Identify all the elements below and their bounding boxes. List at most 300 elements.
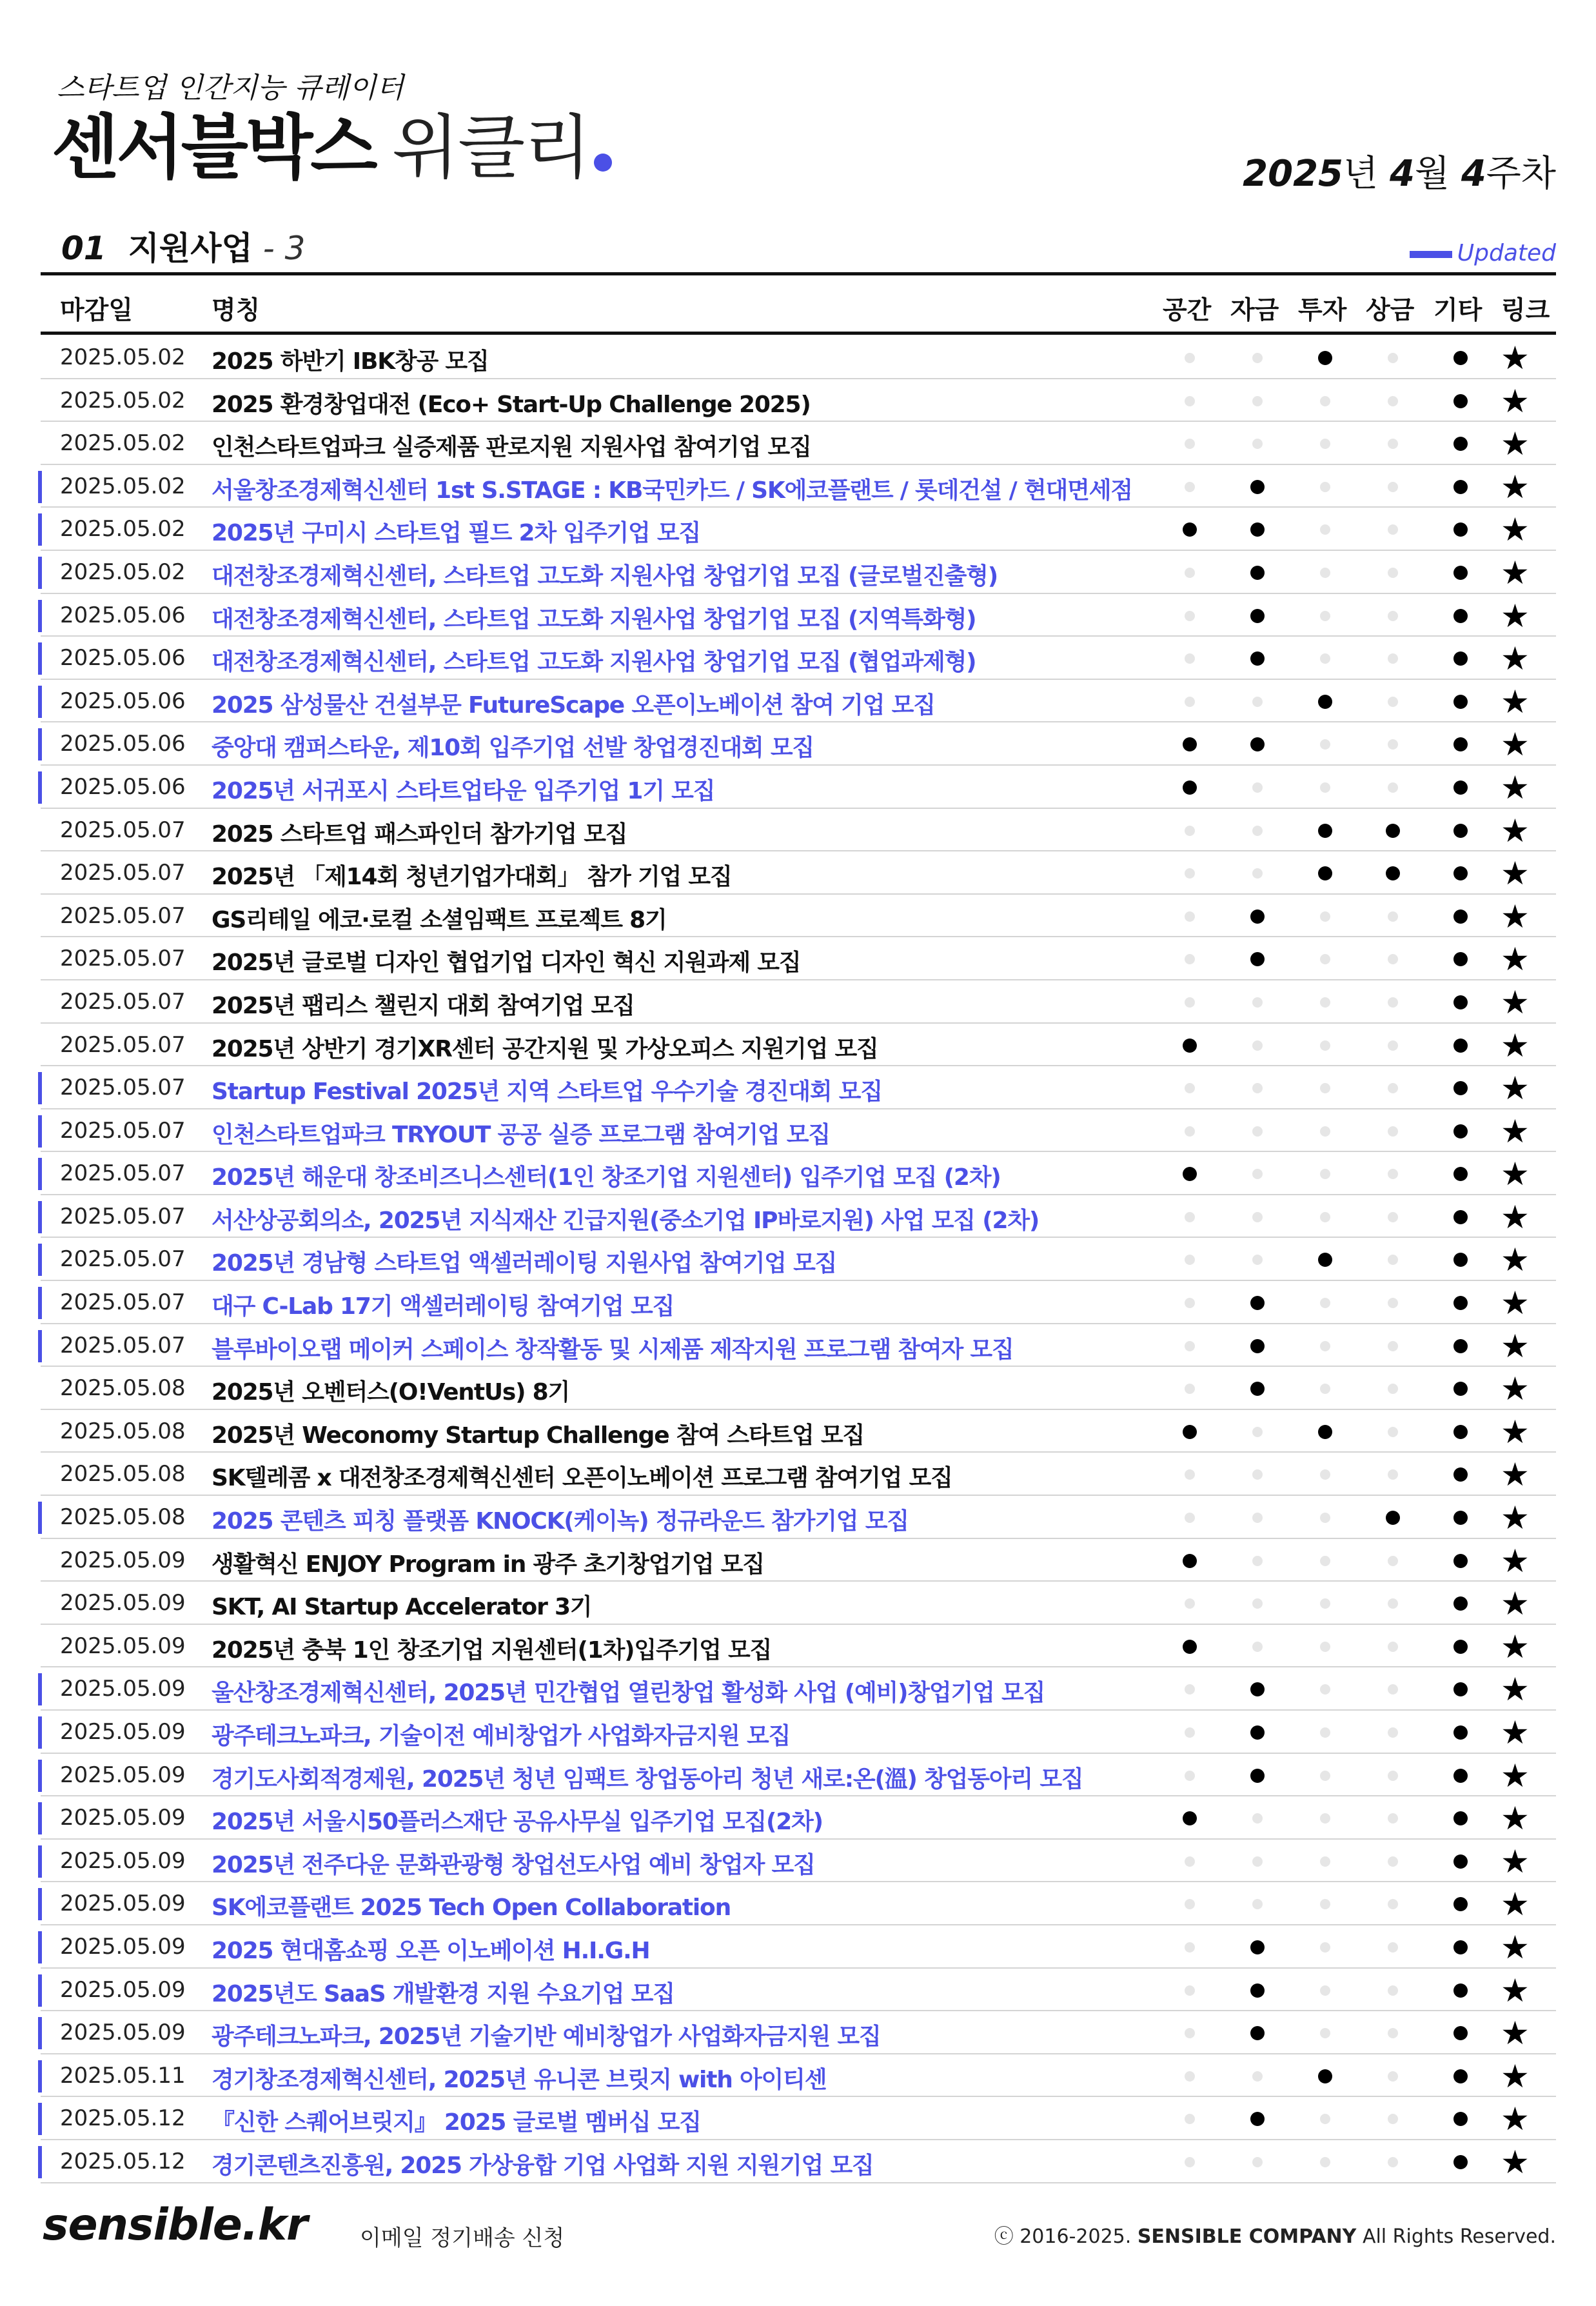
mark-invest-inactive: [1320, 1083, 1330, 1093]
row-title: 경기콘텐츠진흥원, 2025 가상융합 기업 사업화 지원 지원기업 모집: [212, 2152, 874, 2179]
row-deadline: 2025.05.07: [60, 1117, 186, 1144]
table-row: [41, 336, 1556, 379]
mark-space-inactive: [1185, 954, 1195, 964]
mark-etc-active: [1453, 909, 1468, 924]
table-row: [41, 1152, 1556, 1195]
mark-invest-active: [1318, 1253, 1332, 1267]
row-deadline: 2025.05.02: [60, 344, 186, 370]
row-deadline: 2025.05.02: [60, 430, 186, 457]
row-deadline: 2025.05.07: [60, 817, 186, 843]
mark-invest-inactive: [1320, 1513, 1330, 1523]
mark-etc-active: [1453, 2155, 1468, 2169]
mark-award-inactive: [1388, 1083, 1398, 1093]
mark-etc-active: [1453, 1039, 1468, 1053]
row-title: 2025년 전주다운 문화관광형 창업선도사업 예비 창업자 모집: [212, 1851, 815, 1878]
mark-etc-active: [1453, 1769, 1468, 1783]
link-star-icon[interactable]: ★: [1501, 855, 1530, 893]
row-title: SKT, AI Startup Accelerator 3기: [212, 1594, 592, 1621]
mark-etc-active: [1453, 1253, 1468, 1267]
row-title: SK텔레콤 x 대전창조경제혁신센터 오픈이노베이션 프로그램 참여기업 모집: [212, 1465, 952, 1492]
mark-space-inactive: [1185, 997, 1195, 1008]
link-star-icon[interactable]: ★: [1501, 682, 1530, 721]
mark-space-inactive: [1185, 1083, 1195, 1093]
link-star-icon[interactable]: ★: [1501, 1069, 1530, 1108]
mark-invest-inactive: [1320, 653, 1330, 664]
row-title: 2025년 오벤터스(O!VentUs) 8기: [212, 1379, 570, 1406]
mark-fund-inactive: [1252, 1083, 1263, 1093]
row-title: 2025년도 SaaS 개발환경 지원 수요기업 모집: [212, 1980, 675, 2007]
mark-invest-inactive: [1320, 739, 1330, 750]
row-title: 광주테크노파크, 2025년 기술기반 예비창업가 사업화자금지원 모집: [212, 2023, 881, 2051]
mark-etc-active: [1453, 1382, 1468, 1396]
mark-etc-active: [1453, 651, 1468, 666]
row-deadline: 2025.05.07: [60, 1332, 186, 1358]
link-star-icon[interactable]: ★: [1501, 1714, 1530, 1751]
link-star-icon[interactable]: ★: [1501, 1327, 1530, 1365]
table-row: [41, 851, 1556, 895]
table-row: [41, 465, 1556, 508]
mark-award-inactive: [1388, 1298, 1398, 1308]
mark-invest-inactive: [1320, 1469, 1330, 1480]
title-weekly: 위클리: [391, 108, 590, 188]
mark-invest-inactive: [1320, 611, 1330, 621]
mark-invest-inactive: [1320, 1899, 1330, 1909]
mark-space-active: [1183, 737, 1197, 751]
table-header-rule: [41, 332, 1556, 335]
mark-etc-active: [1453, 394, 1468, 408]
mark-award-inactive: [1388, 611, 1398, 621]
link-star-icon[interactable]: ★: [1501, 1456, 1530, 1494]
mark-etc-active: [1453, 1124, 1468, 1138]
mark-etc-active: [1453, 1554, 1468, 1568]
col-link: 링크: [1501, 296, 1550, 325]
mark-etc-active: [1453, 1467, 1468, 1482]
row-title: 2025년 구미시 스타트업 필드 2차 입주기업 모집: [212, 520, 701, 547]
mark-etc-active: [1453, 1167, 1468, 1181]
mark-fund-inactive: [1252, 1513, 1263, 1523]
row-deadline: 2025.05.09: [60, 1719, 186, 1745]
col-award: 상금: [1366, 296, 1415, 325]
mark-fund-inactive: [1252, 697, 1263, 707]
mark-space-inactive: [1185, 1985, 1195, 1996]
link-star-icon[interactable]: ★: [1501, 1928, 1530, 1966]
mark-etc-active: [1453, 1210, 1468, 1224]
link-star-icon[interactable]: ★: [1501, 1112, 1530, 1150]
row-deadline: 2025.05.09: [60, 1891, 186, 1917]
mark-invest-active: [1318, 824, 1332, 838]
mark-etc-active: [1453, 1640, 1468, 1654]
mark-award-inactive: [1388, 1384, 1398, 1394]
mark-etc-active: [1453, 1296, 1468, 1310]
mark-invest-inactive: [1320, 1813, 1330, 1824]
mark-etc-active: [1453, 1854, 1468, 1869]
mark-invest-inactive: [1320, 1384, 1330, 1394]
row-deadline: 2025.05.02: [60, 387, 186, 413]
mark-space-inactive: [1185, 2114, 1195, 2124]
mark-space-inactive: [1185, 1384, 1195, 1394]
link-star-icon[interactable]: ★: [1501, 1155, 1530, 1193]
col-etc: 기타: [1433, 296, 1483, 325]
table-row: [41, 1066, 1556, 1109]
mark-fund-inactive: [1252, 1212, 1263, 1222]
mark-space-inactive: [1185, 697, 1195, 707]
mark-space-inactive: [1185, 1126, 1195, 1137]
row-deadline: 2025.05.07: [60, 946, 186, 972]
link-star-icon[interactable]: ★: [1501, 1499, 1530, 1537]
table-row: [41, 1238, 1556, 1281]
mark-space-inactive: [1185, 353, 1195, 363]
row-title: 2025년 「제14회 청년기업가대회」 참가 기업 모집: [212, 864, 732, 891]
table-row: [41, 1195, 1556, 1238]
table-row: [41, 2011, 1556, 2054]
mark-fund-inactive: [1252, 1899, 1263, 1909]
mark-space-active: [1183, 1167, 1197, 1181]
mark-fund-active: [1250, 1296, 1265, 1310]
link-star-icon[interactable]: ★: [1501, 382, 1530, 420]
row-title: 『신한 스퀘어브릿지』 2025 글로벌 멤버십 모집: [212, 2109, 701, 2136]
row-deadline: 2025.05.02: [60, 516, 186, 542]
row-title: 광주테크노파크, 기술이전 예비창업가 사업화자금지원 모집: [212, 1723, 791, 1749]
link-star-icon[interactable]: ★: [1501, 339, 1530, 377]
row-deadline: 2025.05.08: [60, 1504, 186, 1531]
mark-award-inactive: [1388, 1126, 1398, 1137]
date-month: 4: [1389, 153, 1415, 195]
mark-fund-inactive: [1252, 1255, 1263, 1265]
row-deadline: 2025.05.09: [60, 1590, 186, 1616]
row-deadline: 2025.05.06: [60, 602, 186, 628]
mark-space-inactive: [1185, 1255, 1195, 1265]
mark-award-inactive: [1388, 2114, 1398, 2124]
mark-etc-active: [1453, 824, 1468, 838]
date-week: 4: [1461, 153, 1486, 195]
mark-invest-inactive: [1320, 1040, 1330, 1051]
mark-award-inactive: [1388, 1813, 1398, 1824]
mark-award-inactive: [1388, 568, 1398, 578]
mark-etc-active: [1453, 522, 1468, 537]
row-title: 블루바이오랩 메이커 스페이스 창작활동 및 시제품 제작지원 프로그램 참여자 모집: [212, 1336, 1014, 1363]
row-title: 대전창조경제혁신센터, 스타트업 고도화 지원사업 창업기업 모집 (지역특화형): [212, 606, 976, 633]
mark-fund-active: [1250, 480, 1265, 494]
link-star-icon[interactable]: ★: [1501, 1542, 1530, 1580]
link-star-icon[interactable]: ★: [1501, 1370, 1530, 1408]
mark-space-inactive: [1185, 1341, 1195, 1351]
table-header: [41, 276, 1556, 333]
mark-space-active: [1183, 1640, 1197, 1654]
mark-invest-inactive: [1320, 1856, 1330, 1867]
table-row: [41, 1754, 1556, 1797]
mark-etc-active: [1453, 1511, 1468, 1525]
link-star-icon[interactable]: ★: [1501, 1284, 1530, 1322]
mark-award-inactive: [1388, 782, 1398, 793]
mark-invest-inactive: [1320, 1212, 1330, 1222]
row-deadline: 2025.05.07: [60, 902, 186, 929]
link-star-icon[interactable]: ★: [1501, 1842, 1530, 1880]
row-title: 2025년 Weconomy Startup Challenge 참여 스타트업 모집: [212, 1422, 865, 1449]
link-star-icon[interactable]: ★: [1501, 1198, 1530, 1236]
mark-invest-inactive: [1320, 524, 1330, 535]
row-title: 서산상공회의소, 2025년 지식재산 긴급지원(중소기업 IP바로지원) 사업 모집 (2차): [212, 1207, 1039, 1234]
row-title: GS리테일 에코·로컬 소셜임팩트 프로젝트 8기: [212, 906, 667, 933]
row-deadline: 2025.05.07: [60, 988, 186, 1015]
table-row: [41, 1925, 1556, 1969]
row-title: 2025년 서귀포시 스타트업타운 입주기업 1기 모집: [212, 777, 715, 804]
mark-space-inactive: [1185, 439, 1195, 449]
link-star-icon[interactable]: ★: [1501, 468, 1530, 506]
table-row: [41, 1453, 1556, 1496]
link-star-icon[interactable]: ★: [1501, 768, 1530, 806]
mark-award-inactive: [1388, 1040, 1398, 1051]
link-star-icon[interactable]: ★: [1501, 1756, 1530, 1794]
row-title: 울산창조경제혁신센터, 2025년 민간협업 열린창업 활성화 사업 (예비)창업기업 모집: [212, 1680, 1045, 1707]
mark-invest-inactive: [1320, 911, 1330, 922]
row-title: 2025 콘텐츠 피칭 플랫폼 KNOCK(케이녹) 정규라운드 참가기업 모집: [212, 1508, 909, 1535]
updated-legend: Updated: [1410, 240, 1556, 266]
mark-award-inactive: [1388, 997, 1398, 1008]
mark-space-inactive: [1185, 826, 1195, 836]
row-title: 2025년 충북 1인 창조기업 지원센터(1차)입주기업 모집: [212, 1636, 772, 1664]
mark-space-active: [1183, 1811, 1197, 1825]
row-deadline: 2025.05.02: [60, 559, 186, 585]
table-row: [41, 1840, 1556, 1883]
mark-fund-active: [1250, 1382, 1265, 1396]
link-star-icon[interactable]: ★: [1501, 640, 1530, 678]
section-name: 지원사업: [128, 230, 253, 267]
mark-fund-active: [1250, 909, 1265, 924]
link-star-icon[interactable]: ★: [1501, 1585, 1530, 1623]
table-row: [41, 895, 1556, 938]
mark-invest-inactive: [1320, 482, 1330, 492]
mark-space-inactive: [1185, 611, 1195, 621]
table-row: [41, 980, 1556, 1024]
link-star-icon[interactable]: ★: [1501, 553, 1530, 591]
subscribe-link[interactable]: 이메일 정기배송 신청: [360, 2225, 565, 2251]
col-invest: 투자: [1298, 296, 1347, 325]
mark-space-active: [1183, 780, 1197, 795]
row-deadline: 2025.05.07: [60, 1031, 186, 1058]
table-row: [41, 1796, 1556, 1840]
mark-invest-inactive: [1320, 997, 1330, 1008]
mark-fund-inactive: [1252, 353, 1263, 363]
row-deadline: 2025.05.02: [60, 473, 186, 499]
mark-etc-active: [1453, 1596, 1468, 1611]
row-title: 2025년 글로벌 디자인 협업기업 디자인 혁신 지원과제 모집: [212, 949, 801, 977]
link-star-icon[interactable]: ★: [1501, 1627, 1530, 1665]
mark-space-inactive: [1185, 911, 1195, 922]
mark-invest-inactive: [1320, 2028, 1330, 2038]
link-star-icon[interactable]: ★: [1501, 1241, 1530, 1279]
row-title: 2025 현대홈쇼핑 오픈 이노베이션 H.I.G.H: [212, 1937, 650, 1964]
row-title: 2025 스타트업 패스파인더 참가기업 모집: [212, 820, 627, 848]
table-row: [41, 508, 1556, 551]
mark-invest-inactive: [1320, 954, 1330, 964]
link-star-icon[interactable]: ★: [1501, 2143, 1530, 2181]
mark-fund-inactive: [1252, 1427, 1263, 1437]
mark-etc-active: [1453, 566, 1468, 580]
copyright: ⓒ 2016-2025. SENSIBLE COMPANY All Rights Reserved.: [994, 2225, 1556, 2248]
table-top-rule: [41, 272, 1556, 275]
link-star-icon[interactable]: ★: [1501, 811, 1530, 850]
mark-award-inactive: [1388, 1642, 1398, 1652]
row-title: 인천스타트업파크 TRYOUT 공공 실증 프로그램 참여기업 모집: [212, 1121, 830, 1148]
mark-space-inactive: [1185, 2071, 1195, 2082]
title-dot-icon: [594, 154, 612, 172]
row-deadline: 2025.05.06: [60, 645, 186, 671]
link-star-icon[interactable]: ★: [1501, 597, 1530, 635]
mark-etc-active: [1453, 1940, 1468, 1954]
table-row: [41, 379, 1556, 422]
mark-fund-inactive: [1252, 439, 1263, 449]
row-title: 대전창조경제혁신센터, 스타트업 고도화 지원사업 창업기업 모집 (협업과제형): [212, 649, 976, 676]
row-deadline: 2025.05.09: [60, 1805, 186, 1831]
mark-space-inactive: [1185, 2157, 1195, 2167]
mark-fund-inactive: [1252, 1469, 1263, 1480]
issue-date: 2025년 4월 4주차: [1243, 153, 1556, 195]
footer-logo[interactable]: sensible.kr: [43, 2200, 308, 2251]
table-row: [41, 1539, 1556, 1582]
mark-etc-active: [1453, 866, 1468, 880]
row-deadline: 2025.05.07: [60, 860, 186, 886]
link-star-icon[interactable]: ★: [1501, 425, 1530, 463]
mark-fund-inactive: [1252, 1856, 1263, 1867]
row-title: 2025년 팹리스 챌린지 대회 참여기업 모집: [212, 992, 635, 1019]
table-row: [41, 809, 1556, 852]
mark-invest-inactive: [1320, 1126, 1330, 1137]
row-title: 대전창조경제혁신센터, 스타트업 고도화 지원사업 창업기업 모집 (글로벌진출형): [212, 562, 998, 590]
row-deadline: 2025.05.09: [60, 1547, 186, 1573]
link-star-icon[interactable]: ★: [1501, 1413, 1530, 1451]
mark-fund-inactive: [1252, 2071, 1263, 2082]
mark-etc-active: [1453, 1682, 1468, 1696]
row-deadline: 2025.05.07: [60, 1246, 186, 1273]
link-star-icon[interactable]: ★: [1501, 983, 1530, 1021]
table-row: [41, 2054, 1556, 2098]
row-title: 2025 환경창업대전 (Eco+ Start-Up Challenge 2025): [212, 391, 811, 418]
link-star-icon[interactable]: ★: [1501, 2057, 1530, 2095]
mark-invest-inactive: [1320, 1985, 1330, 1996]
section-number: 01: [61, 230, 106, 267]
mark-invest-inactive: [1320, 439, 1330, 449]
mark-space-inactive: [1185, 1598, 1195, 1609]
row-deadline: 2025.05.09: [60, 1976, 186, 2003]
mark-award-inactive: [1388, 1212, 1398, 1222]
mark-award-inactive: [1388, 1469, 1398, 1480]
link-star-icon[interactable]: ★: [1501, 940, 1530, 979]
table-row: [41, 1969, 1556, 2012]
link-star-icon[interactable]: ★: [1501, 511, 1530, 549]
mark-etc-active: [1453, 1081, 1468, 1095]
mark-invest-inactive: [1320, 396, 1330, 406]
mark-fund-active: [1250, 1983, 1265, 1998]
mark-fund-inactive: [1252, 1040, 1263, 1051]
mark-etc-active: [1453, 695, 1468, 709]
row-deadline: 2025.05.08: [60, 1418, 186, 1444]
mark-fund-active: [1250, 566, 1265, 580]
mark-etc-active: [1453, 1811, 1468, 1825]
mark-fund-inactive: [1252, 826, 1263, 836]
link-star-icon[interactable]: ★: [1501, 2014, 1530, 2053]
table-row: [41, 594, 1556, 637]
link-star-icon[interactable]: ★: [1501, 1971, 1530, 2009]
row-deadline: 2025.05.09: [60, 1633, 186, 1659]
link-star-icon[interactable]: ★: [1501, 897, 1530, 935]
header-subtitle: 스타트업 인간지능 큐레이터: [57, 72, 404, 104]
mark-fund-inactive: [1252, 1598, 1263, 1609]
mark-etc-active: [1453, 1725, 1468, 1740]
link-star-icon[interactable]: ★: [1501, 1026, 1530, 1064]
mark-fund-active: [1250, 2026, 1265, 2040]
row-deadline: 2025.05.09: [60, 1847, 186, 1874]
row-deadline: 2025.05.09: [60, 1676, 186, 1702]
row-deadline: 2025.05.09: [60, 2020, 186, 2046]
mark-award-inactive: [1388, 1427, 1398, 1437]
table-row: [41, 1281, 1556, 1324]
title-brand: 센서블박스: [52, 108, 375, 188]
table-row: [41, 1109, 1556, 1153]
mark-invest-active: [1318, 695, 1332, 709]
mark-fund-inactive: [1252, 1642, 1263, 1652]
table-row: [41, 1324, 1556, 1367]
row-deadline: 2025.05.06: [60, 731, 186, 757]
row-deadline: 2025.05.12: [60, 2105, 186, 2132]
link-star-icon[interactable]: ★: [1501, 1885, 1530, 1923]
table-row: [41, 937, 1556, 980]
mark-fund-active: [1250, 1725, 1265, 1740]
date-year: 2025: [1243, 153, 1344, 195]
mark-fund-inactive: [1252, 2157, 1263, 2167]
mark-etc-active: [1453, 2026, 1468, 2040]
row-deadline: 2025.05.07: [60, 1075, 186, 1101]
mark-space-inactive: [1185, 2028, 1195, 2038]
mark-invest-inactive: [1320, 2157, 1330, 2167]
table-row: [41, 1024, 1556, 1067]
mark-space-inactive: [1185, 1684, 1195, 1695]
mark-etc-active: [1453, 780, 1468, 795]
link-star-icon[interactable]: ★: [1501, 1671, 1530, 1709]
row-title: 2025 하반기 IBK창공 모집: [212, 348, 489, 375]
col-space: 공간: [1163, 296, 1212, 325]
mark-invest-active: [1318, 866, 1332, 880]
mark-award-inactive: [1388, 439, 1398, 449]
row-title: 경기창조경제혁신센터, 2025년 유니콘 브릿지 with 아이티센: [212, 2066, 827, 2093]
link-star-icon[interactable]: ★: [1501, 2100, 1530, 2138]
mark-invest-inactive: [1320, 1684, 1330, 1695]
row-title: 경기도사회적경제원, 2025년 청년 임팩트 창업동아리 청년 새로:온(溫) 창업동아리 모집: [212, 1765, 1083, 1793]
row-title: 서울창조경제혁신센터 1st S.STAGE : KB국민카드 / SK에코플랜트 / 롯데건설 / 현대면세점: [212, 477, 1132, 504]
mark-award-inactive: [1388, 2071, 1398, 2082]
table-row: [41, 2140, 1556, 2183]
mark-award-inactive: [1388, 1255, 1398, 1265]
mark-space-inactive: [1185, 1899, 1195, 1909]
mark-fund-inactive: [1252, 1169, 1263, 1179]
row-title: 인천스타트업파크 실증제품 판로지원 지원사업 참여기업 모집: [212, 434, 811, 461]
table-row: [41, 722, 1556, 766]
section-part: - 3: [262, 230, 306, 267]
mark-etc-active: [1453, 2112, 1468, 2126]
mark-fund-active: [1250, 609, 1265, 623]
mark-award-inactive: [1388, 524, 1398, 535]
mark-award-inactive: [1388, 1856, 1398, 1867]
mark-space-inactive: [1185, 1212, 1195, 1222]
updated-bar-icon: [1410, 251, 1452, 258]
mark-award-inactive: [1388, 1684, 1398, 1695]
link-star-icon[interactable]: ★: [1501, 726, 1530, 764]
table-row: [41, 422, 1556, 465]
mark-fund-active: [1250, 952, 1265, 966]
mark-fund-inactive: [1252, 1556, 1263, 1566]
link-star-icon[interactable]: ★: [1501, 1800, 1530, 1838]
table-row: [41, 637, 1556, 680]
mark-space-inactive: [1185, 1856, 1195, 1867]
